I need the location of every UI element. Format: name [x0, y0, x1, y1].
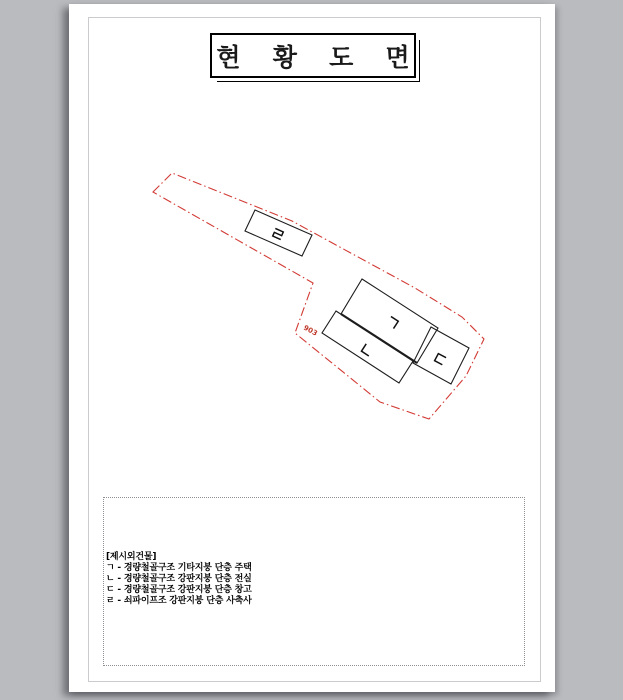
- building-label-nieun-icon: [361, 344, 372, 355]
- building-outline-giyeok: [341, 279, 438, 363]
- building-label-rieul-icon: [273, 229, 284, 240]
- legend-item-nieun: ㄴ - 경량철골구조 강판지붕 단층 전실: [106, 574, 252, 584]
- building-label-digeut-icon: [435, 354, 446, 365]
- legend-item-rieul: ㄹ - 쇠파이프조 강판지붕 단층 사축사: [106, 596, 252, 606]
- building-label-giyeok-icon: [387, 317, 398, 328]
- legend-heading: [제시외건물]: [106, 552, 157, 562]
- parcel-number: 903: [302, 323, 319, 338]
- building-divider-line: [341, 314, 417, 363]
- building-outline-nieun: [322, 311, 413, 383]
- building-outline-rieul: [245, 210, 312, 256]
- legend-item-giyeok: ㄱ - 경량철골구조 기타지붕 단층 주택: [106, 563, 252, 573]
- legend-item-digeut: ㄷ - 경량철골구조 강판지붕 단층 창고: [106, 585, 252, 595]
- parcel-boundary-line: [153, 173, 484, 419]
- page-title: 현 황 도 면: [216, 44, 423, 72]
